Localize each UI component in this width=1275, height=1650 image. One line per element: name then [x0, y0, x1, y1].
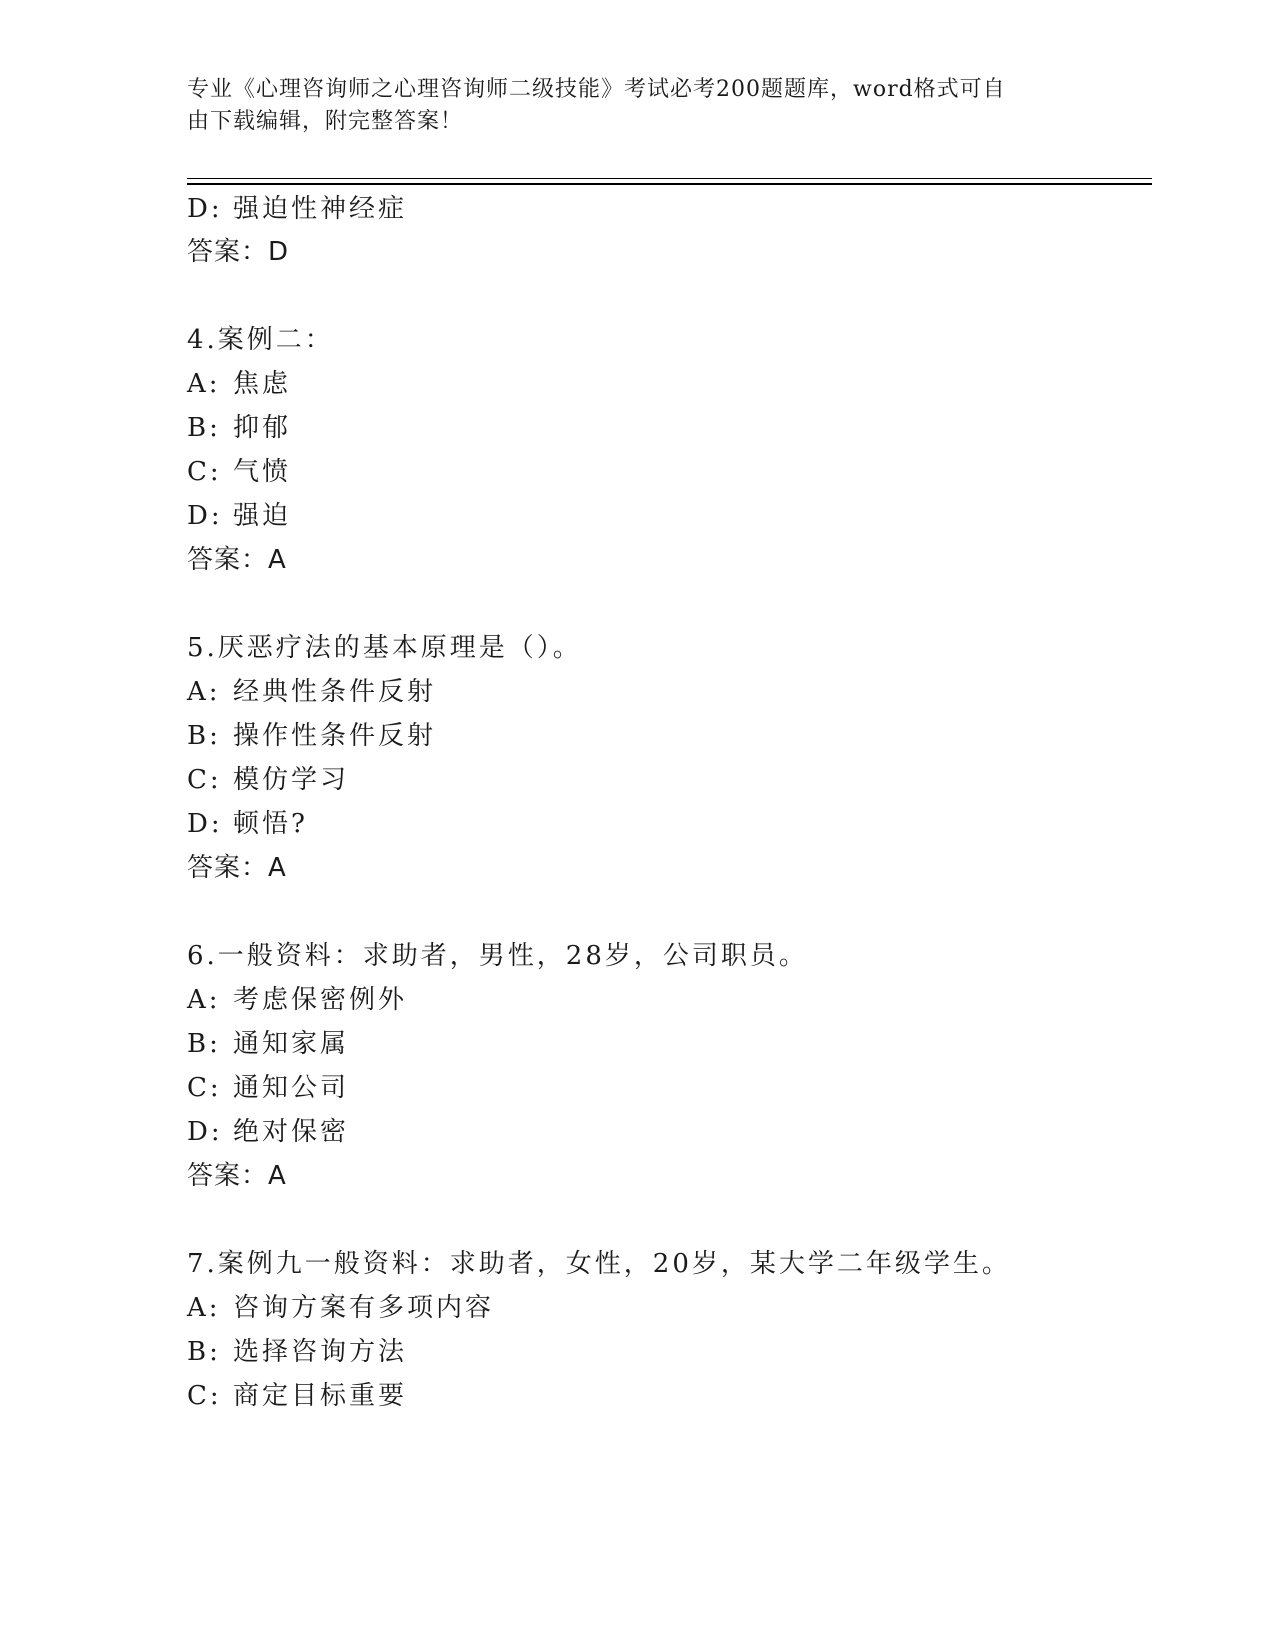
- q6-option-d: [187, 1117, 349, 1147]
- option-text: 气愤: [233, 457, 292, 487]
- option-text: 抑郁: [233, 413, 292, 443]
- q5-option-d: [187, 809, 308, 839]
- option-letter: B:: [187, 1029, 221, 1059]
- option-letter: A:: [187, 369, 221, 399]
- q7-option-c: [187, 1381, 407, 1411]
- header-line-2: 由下载编辑，附完整答案！: [187, 109, 464, 134]
- option-text: 通知公司: [233, 1073, 350, 1103]
- q5-option-c: [187, 765, 349, 795]
- q6-option-a: [187, 985, 407, 1015]
- q4-stem: 4.案例二：: [187, 325, 334, 355]
- option-letter: C:: [187, 765, 222, 795]
- option-letter: D:: [187, 194, 223, 224]
- q5-stem: 5.厌恶疗法的基本原理是（）。: [187, 633, 582, 663]
- option-letter: C:: [187, 1073, 222, 1103]
- option-text: 咨询方案有多项内容: [233, 1293, 495, 1323]
- q7-option-a: [187, 1293, 494, 1323]
- option-text: 考虑保密例外: [233, 985, 408, 1015]
- q4-option-d: [187, 501, 291, 531]
- option-letter: B:: [187, 721, 221, 751]
- q5-option-b: [187, 721, 436, 751]
- option-text: 顿悟?: [233, 809, 308, 839]
- option-letter: A:: [187, 985, 221, 1015]
- option-letter: B:: [187, 1337, 221, 1367]
- header-line-1: 专业《心理咨询师之心理咨询师二级技能》考试必考200题题库，word格式可自: [187, 77, 1006, 102]
- q6-option-b: [187, 1029, 349, 1059]
- option-text: 商定目标重要: [233, 1381, 408, 1411]
- header-divider-thick: [187, 183, 1152, 185]
- option-text: 经典性条件反射: [233, 677, 437, 707]
- option-letter: D:: [187, 501, 223, 531]
- q3-answer: 答案：D: [187, 237, 290, 267]
- q4-option-b: [187, 413, 291, 443]
- q6-option-c: [187, 1073, 349, 1103]
- option-text: 焦虑: [233, 369, 292, 399]
- q5-option-a: [187, 677, 436, 707]
- q4-answer: 答案：A: [187, 545, 287, 575]
- option-text: 强迫: [233, 501, 292, 531]
- q6-answer: 答案：A: [187, 1161, 287, 1191]
- q7-stem: 7.案例九一般资料：求助者，女性，20岁，某大学二年级学生。: [187, 1249, 1011, 1279]
- header-divider-thin: [187, 178, 1152, 179]
- option-text: 模仿学习: [233, 765, 350, 795]
- option-letter: D:: [187, 1117, 223, 1147]
- option-text: 通知家属: [233, 1029, 350, 1059]
- q4-option-a: [187, 369, 291, 399]
- q7-option-b: [187, 1337, 407, 1367]
- option-letter: A:: [187, 677, 221, 707]
- option-text: 绝对保密: [233, 1117, 350, 1147]
- option-letter: A:: [187, 1293, 221, 1323]
- option-letter: D:: [187, 809, 223, 839]
- option-letter: B:: [187, 413, 221, 443]
- option-text: 选择咨询方法: [233, 1337, 408, 1367]
- q5-answer: 答案：A: [187, 853, 287, 883]
- option-letter: C:: [187, 457, 222, 487]
- q4-option-c: [187, 457, 291, 487]
- option-letter: C:: [187, 1381, 222, 1411]
- q3-option-d: [187, 194, 407, 224]
- q6-stem: 6.一般资料：求助者，男性，28岁，公司职员。: [187, 941, 808, 971]
- option-text: 操作性条件反射: [233, 721, 437, 751]
- option-text: 强迫性神经症: [233, 194, 408, 224]
